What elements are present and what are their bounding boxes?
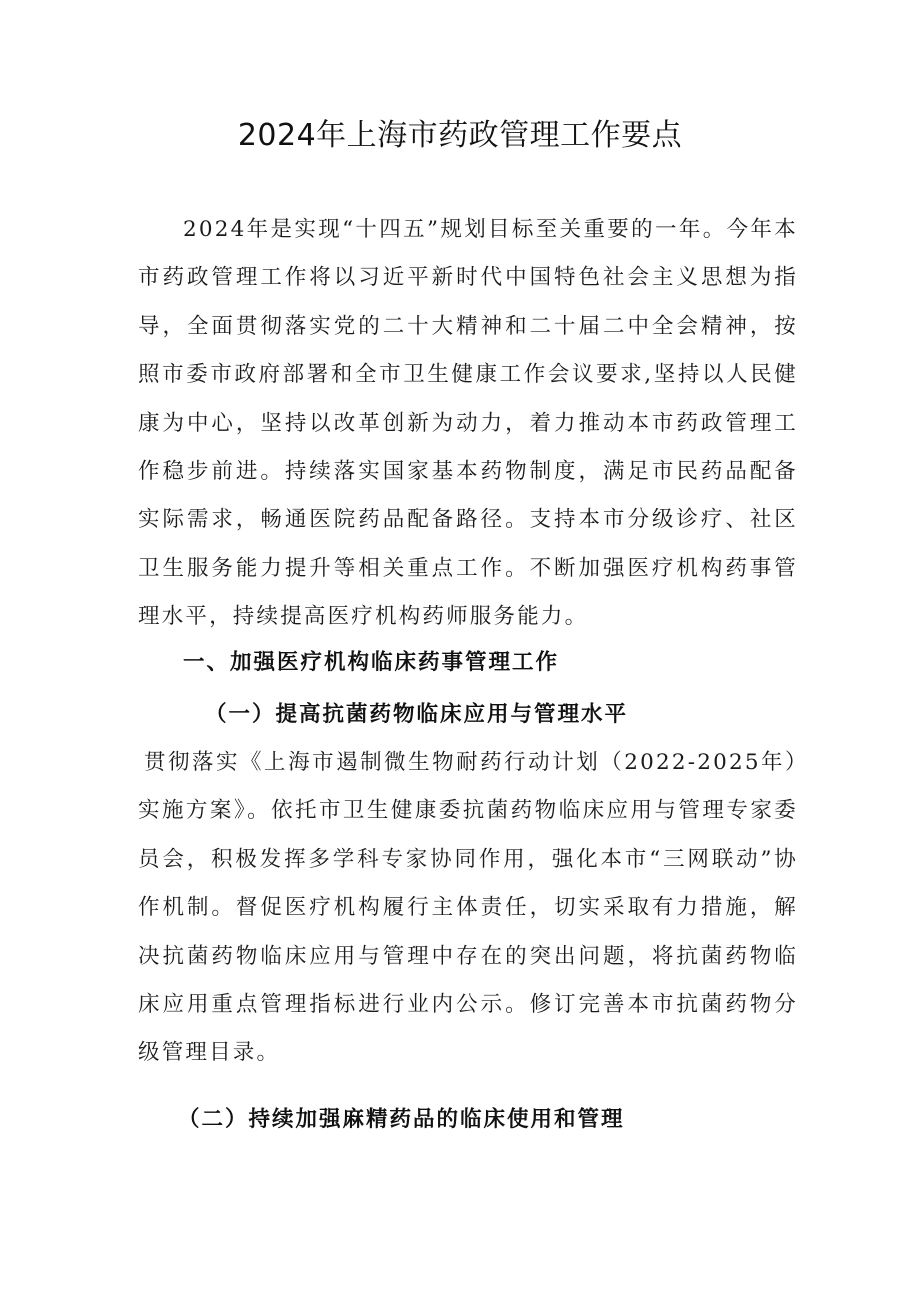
subsection-heading-2: （二）持续加强麻精药品的临床使用和管理 <box>178 1107 625 1132</box>
document-title: 2024年上海市药政管理工作要点 <box>237 118 683 153</box>
subsection-heading-1: （一）提高抗菌药物临床应用与管理水平 <box>205 702 629 727</box>
subsection-1-paragraph: 贯彻落实《上海市遏制微生物耐药行动计划（2022-2025年）实施方案》。依托市卫生健康委抗菌药物临床应用与管理专家委员会，积极发挥多学科专家协同作用，强化本市“三网联动”协作机制。督促医疗机构履行主体责任，切实采取有力措施，解决抗菌药物临床应用与管理中存在的突出问题，将抗菌药物临床应用重点管理指标进行业内公示。修订完善本市抗菌药物分级管理目录。 <box>138 750 798 1066</box>
section-heading-1: 一、加强医疗机构临床药事管理工作 <box>183 650 560 675</box>
intro-paragraph: 2024年是实现“十四五”规划目标至关重要的一年。今年本市药政管理工作将以习近平新时代中国特色社会主义思想为指导，全面贯彻落实党的二十大精神和二十届二中全会精神，按照市委市政府部署和全市卫生健康工作会议要求,坚持以人民健康为中心，坚持以改革创新为动力，着力推动本市药政管理工作稳步前进。持续落实国家基本药物制度，满足市民药品配备实际需求，畅通医院药品配备路径。支持本市分级诊疗、社区卫生服务能力提升等相关重点工作。不断加强医疗机构药事管理水平，持续提高医疗机构药师服务能力。 <box>138 217 798 630</box>
